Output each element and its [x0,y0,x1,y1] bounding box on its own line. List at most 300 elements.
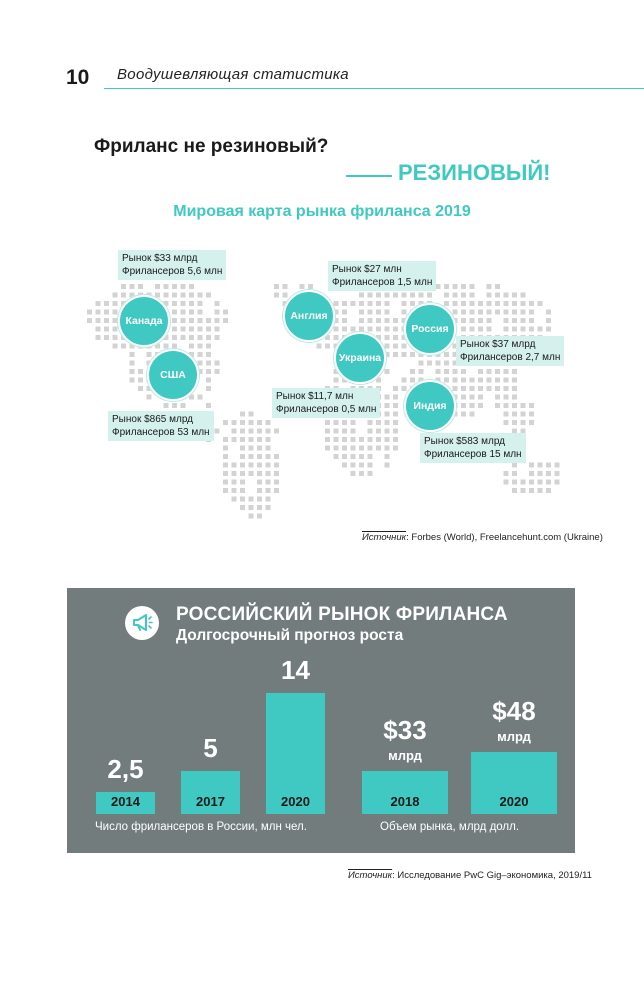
map-dot [546,463,551,468]
map-dot [393,318,398,323]
map-dot [495,301,500,306]
market-text: Рынок $865 млрд [112,414,193,425]
map-dot [368,327,373,332]
map-dot [351,429,356,434]
map-dot [351,327,356,332]
map-dot [96,327,101,332]
map-dot [266,454,271,459]
map-dot [266,488,271,493]
map-dot [359,310,364,315]
map-dot [461,293,466,298]
map-dot [172,344,177,349]
map-dot [223,463,228,468]
map-dot [172,301,177,306]
map-dot [444,284,449,289]
map-dot [504,403,509,408]
map-dot [359,437,364,442]
map-dot [444,369,449,374]
map-dot [249,454,254,459]
map-dot [198,293,203,298]
country-name: Индия [413,400,447,412]
map-dot [453,284,458,289]
map-dot [529,310,534,315]
market-text: Рынок $583 млрд [424,436,505,447]
map-dot [495,386,500,391]
map-dot [529,471,534,476]
map-dot [419,369,424,374]
map-dot [164,284,169,289]
map-dot [359,301,364,306]
map-dot [96,318,101,323]
map-dot [104,318,109,323]
map-dot [266,471,271,476]
map-dot [257,446,262,451]
map-dot [215,369,220,374]
map-dot [189,301,194,306]
map-dot [215,310,220,315]
map-dot [198,301,203,306]
map-dot [385,446,390,451]
map-dot [487,386,492,391]
map-dot [172,318,177,323]
map-dot [257,514,262,519]
map-dot [113,301,118,306]
map-dot [385,403,390,408]
map-dot [198,310,203,315]
bar-value-label: $33 [383,715,427,746]
map-dot [206,344,211,349]
map-dot [359,318,364,323]
map-dot [402,386,407,391]
map-dot [393,386,398,391]
map-dot [249,463,254,468]
map-dot [240,437,245,442]
bar-category-label: 2018 [390,794,420,809]
map-dot [368,429,373,434]
map-dot [393,293,398,298]
map-dot [470,293,475,298]
map-dot [325,429,330,434]
map-dot [393,344,398,349]
map-dot [376,327,381,332]
stat-tag-india [420,433,526,463]
map-dot [512,378,517,383]
map-dot [257,429,262,434]
map-dot [164,344,169,349]
map-dot [487,293,492,298]
answer-dash [346,175,392,177]
map-dot [257,505,262,510]
map-dot [555,463,560,468]
map-dot [410,378,415,383]
map-dot [130,361,135,366]
map-dot [172,310,177,315]
map-dot [529,420,534,425]
map-dot [478,369,483,374]
map-dot [198,327,203,332]
map-dot [487,378,492,383]
map-dot [334,454,339,459]
map-dot [546,480,551,485]
map-dot [113,344,118,349]
stat-tag-russia [456,336,564,366]
map-dot [274,471,279,476]
map-dot [368,310,373,315]
map-dot [240,446,245,451]
market-text: Рынок $27 млн [332,264,402,275]
map-dot [444,301,449,306]
map-dot [266,505,271,510]
map-dot [181,310,186,315]
map-dot [359,293,364,298]
map-dot [512,412,517,417]
map-dot [478,378,483,383]
map-dot [172,293,177,298]
map-dot [461,412,466,417]
map-dot [529,301,534,306]
map-dot [274,454,279,459]
map-dot [155,284,160,289]
map-dot [300,284,305,289]
map-dot [478,301,483,306]
map-dot [104,327,109,332]
map-dot [453,301,458,306]
map-dot [334,327,339,332]
country-circle-russia [404,303,456,355]
map-dot [529,488,534,493]
map-dot [402,344,407,349]
map-dot [342,420,347,425]
map-dot [504,412,509,417]
bar-value-label: 2,5 [107,754,144,784]
map-dot [538,301,543,306]
map-dot [495,378,500,383]
map-dot [504,386,509,391]
map-dot [138,284,143,289]
map-dot [257,471,262,476]
map-dot [368,471,373,476]
question-heading: Фриланс не резиновый? [94,136,329,157]
map-dot [521,327,526,332]
map-dot [283,284,288,289]
map-dot [385,318,390,323]
map-dot [113,310,118,315]
bar-value-label: 5 [203,732,218,763]
map-dot [164,293,169,298]
map-dot [189,318,194,323]
map-dot [427,293,432,298]
chart-caption-freelancers: Число фрилансеров в России, млн чел. [95,821,307,833]
map-title: Мировая карта рынка фриланса 2019 [173,203,471,220]
map-dot [512,301,517,306]
map-dot [181,327,186,332]
map-dot [172,403,177,408]
map-dot [504,378,509,383]
map-dot [521,403,526,408]
country-name: Россия [411,323,449,335]
map-dot [504,395,509,400]
stat-tag-canada [118,250,226,280]
map-dot [266,480,271,485]
map-dot [368,463,373,468]
bar-unit-label: млрд [497,729,531,744]
map-dot [266,437,271,442]
map-dot [155,344,160,349]
country-name: Канада [125,315,163,327]
map-dot [461,318,466,323]
stat-tag-usa [108,411,214,441]
map-dot [470,386,475,391]
map-dot [181,284,186,289]
map-dot [368,318,373,323]
map-dot [334,301,339,306]
map-dot [215,318,220,323]
map-dot [240,480,245,485]
map-dot [206,386,211,391]
map-dot [223,446,228,451]
map-dot [198,395,203,400]
map-dot [385,344,390,349]
map-dot [96,335,101,340]
map-dot [198,335,203,340]
map-dot [130,284,135,289]
market-text: Рынок $11,7 млн [276,391,354,402]
map-dot [342,310,347,315]
source-label: Источник [348,870,393,881]
map-dot [546,471,551,476]
stat-tag-england [328,261,436,291]
map-dot [376,378,381,383]
map-dot [555,480,560,485]
map-dot [342,463,347,468]
header-divider [104,88,644,89]
map-dot [257,497,262,502]
map-dot [240,412,245,417]
map-dot [342,301,347,306]
map-dot [181,293,186,298]
map-dot [504,327,509,332]
country-name: США [160,369,186,381]
map-dot [368,420,373,425]
map-dot [325,446,330,451]
map-dot [393,327,398,332]
map-dot [342,318,347,323]
map-dot [274,488,279,493]
map-dot [206,335,211,340]
map-dot [189,395,194,400]
map-dot [181,403,186,408]
map-dot [206,327,211,332]
map-dot [529,318,534,323]
bar-value-label: 14 [281,655,310,685]
map-dot [419,293,424,298]
map-dot [512,395,517,400]
map-dot [232,437,237,442]
map-dot [385,293,390,298]
map-dot [487,301,492,306]
map-dot [104,310,109,315]
map-dot [521,301,526,306]
map-dot [368,301,373,306]
map-dot [538,488,543,493]
map-dot [521,420,526,425]
map-dot [538,480,543,485]
map-dot [393,437,398,442]
map-dot [147,352,152,357]
map-dot [410,352,415,357]
map-dot [512,420,517,425]
map-dot [376,446,381,451]
map-dot [470,310,475,315]
map-dot [308,284,313,289]
map-dot [206,369,211,374]
map-dot [325,420,330,425]
map-dot [376,429,381,434]
map-dot [215,361,220,366]
map-dot [495,403,500,408]
map-dot [410,293,415,298]
map-dot [215,335,220,340]
bar-category-label: 2020 [281,794,310,809]
map-dot [444,352,449,357]
bar-value-label: $48 [492,696,536,726]
map-dot [436,369,441,374]
map-dot [470,412,475,417]
map-dot [223,480,228,485]
map-dot [385,310,390,315]
map-dot [223,454,228,459]
map-dot [189,293,194,298]
map-dot [461,403,466,408]
map-dot [487,284,492,289]
map-dot [512,369,517,374]
map-dot [359,454,364,459]
map-dot [385,463,390,468]
map-dot [342,446,347,451]
map-dot [223,310,228,315]
map-dot [436,361,441,366]
map-dot [504,293,509,298]
country-circle-canada [118,295,170,347]
map-dot [478,403,483,408]
map-dot [470,378,475,383]
map-dot [453,378,458,383]
map-dot [266,420,271,425]
map-dot [113,293,118,298]
map-source [362,532,603,543]
map-dot [232,429,237,434]
map-dot [385,437,390,442]
map-dot [240,505,245,510]
map-dot [444,361,449,366]
map-dot [266,463,271,468]
map-dot [478,327,483,332]
map-dot [410,301,415,306]
map-dot [393,395,398,400]
map-dot [487,318,492,323]
map-dot [393,429,398,434]
map-dot [504,480,509,485]
map-dot [351,420,356,425]
map-dot [249,420,254,425]
map-dot [342,429,347,434]
map-dot [198,318,203,323]
map-dot [172,327,177,332]
map-dot [393,412,398,417]
map-dot [385,395,390,400]
map-dot [240,429,245,434]
map-dot [240,454,245,459]
map-dot [223,437,228,442]
map-dot [385,369,390,374]
map-dot [504,471,509,476]
map-dot [334,429,339,434]
map-dot [121,293,126,298]
answer-heading: РЕЗИНОВЫЙ! [398,160,551,185]
map-dot [198,344,203,349]
map-dot [257,480,262,485]
map-dot [215,301,220,306]
map-dot [266,429,271,434]
map-dot [215,429,220,434]
map-dot [461,369,466,374]
map-dot [461,378,466,383]
map-dot [478,395,483,400]
map-dot [181,318,186,323]
map-dot [368,293,373,298]
map-dot [478,386,483,391]
map-dot [206,378,211,383]
map-dot [453,386,458,391]
map-dot [376,310,381,315]
map-dot [334,378,339,383]
map-dot [385,429,390,434]
freelancers-text: Фрилансеров 1,5 млн [332,277,433,288]
map-dot [130,378,135,383]
megaphone-icon [125,606,159,640]
freelancers-text: Фрилансеров 2,7 млн [460,352,561,363]
map-dot [274,429,279,434]
map-dot [240,420,245,425]
map-dot [478,310,483,315]
map-dot [249,446,254,451]
map-dot [385,327,390,332]
map-dot [87,318,92,323]
market-text: Рынок $33 млрд [122,253,198,264]
map-dot [504,318,509,323]
map-dot [164,403,169,408]
chart-caption-market: Объем рынка, млрд долл. [380,821,520,833]
map-dot [257,463,262,468]
map-dot [512,327,517,332]
map-dot [317,344,322,349]
map-dot [172,284,177,289]
map-dot [470,327,475,332]
map-dot [521,480,526,485]
map-dot [249,412,254,417]
map-dot [96,310,101,315]
panel-source [348,870,592,881]
map-dot [249,514,254,519]
map-dot [342,454,347,459]
map-dot [223,471,228,476]
source-text: : Исследование PwC Gig–экономика, 2019/11 [392,870,592,881]
map-dot [393,403,398,408]
map-dot [546,327,551,332]
map-dot [223,318,228,323]
map-dot [461,395,466,400]
running-header-title: Воодушевляющая статистика [117,66,349,83]
